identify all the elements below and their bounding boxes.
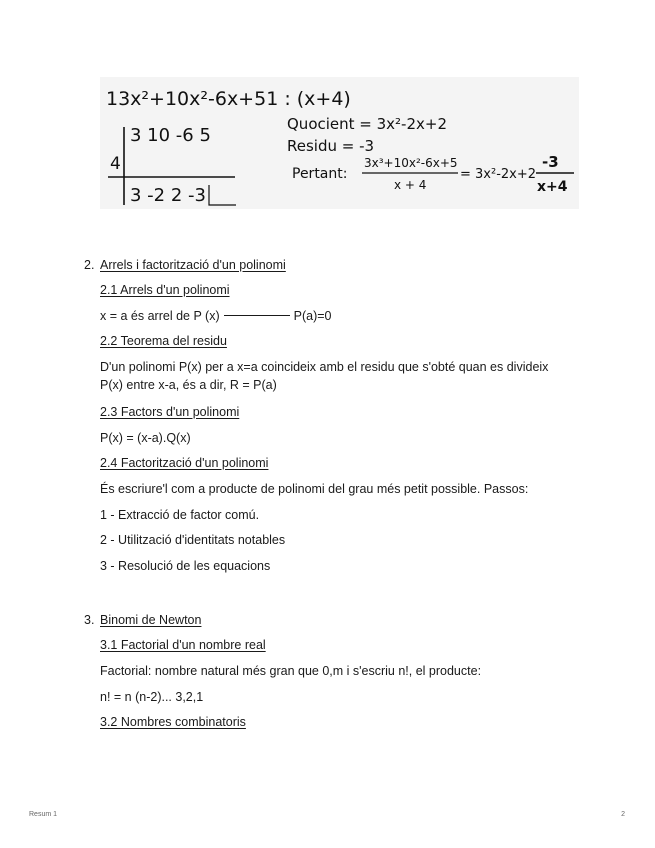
step-1: 1 - Extracció de factor comú. <box>100 508 260 522</box>
hw-residue-box <box>209 185 236 205</box>
subsection-2-4-title: 2.4 Factorització d'un polinomi <box>100 456 269 470</box>
section-2-title: Arrels i factorització d'un polinomi <box>100 258 286 272</box>
ruffini-sketch <box>100 77 579 209</box>
hw-ruffini-bottom: 3 -2 2 -3 <box>130 185 206 206</box>
equivalence-line <box>224 315 290 316</box>
subsection-2-1-title: 2.1 Arrels d'un polinomi <box>100 283 230 297</box>
subsection-3-2-title: 3.2 Nombres combinatoris <box>100 715 246 729</box>
hw-ruffini-left: 4 <box>110 154 121 174</box>
subsection-2-3-title: 2.3 Factors d'un polinomi <box>100 405 240 419</box>
subsection-2-2-title: 2.2 Teorema del residu <box>100 334 227 348</box>
arrel-right: P(a)=0 <box>293 309 332 323</box>
hw-rest-num: -3 <box>542 153 559 171</box>
hw-fraction-num: 3x³+10x²-6x+5 <box>364 156 458 170</box>
section-3-number: 3. <box>84 613 95 627</box>
arrel-left: x = a és arrel de P (x) <box>100 309 220 323</box>
hw-residu: Residu = -3 <box>287 137 375 155</box>
section-2-number: 2. <box>84 258 95 272</box>
factors-formula: P(x) = (x-a).Q(x) <box>100 431 191 445</box>
step-2: 2 - Utilització d'identitats notables <box>100 533 286 547</box>
handwritten-ruffini-image <box>100 77 579 209</box>
footer-document-name: Resum 1 <box>29 811 58 818</box>
footer-page-number: 2 <box>621 811 625 818</box>
hw-ruffini-top: 3 10 -6 5 <box>130 125 211 146</box>
hw-fraction-den: x + 4 <box>394 178 427 192</box>
teorema-line-2: P(x) entre x-a, és a dir, R = P(a) <box>100 378 277 392</box>
subsection-3-1-title: 3.1 Factorial d'un nombre real <box>100 638 266 652</box>
hw-pertant-label: Pertant: <box>292 166 348 182</box>
factorial-description: Factorial: nombre natural més gran que 0,m i s'escriu n!, el producte: <box>100 664 482 678</box>
arrel-definition <box>100 307 332 325</box>
step-3: 3 - Resolució de les equacions <box>100 559 271 573</box>
teorema-line-1: D'un polinomi P(x) per a x=a coincideix amb el residu que s'obté quan es divideix <box>100 360 549 374</box>
teorema-residu-text <box>100 358 580 394</box>
hw-dividend: 13x²+10x²-6x+51 : (x+4) <box>106 88 351 110</box>
section-3-title: Binomi de Newton <box>100 613 202 627</box>
factoritzacio-description: És escriure'l com a producte de polinomi del grau més petit possible. Passos: <box>100 482 529 496</box>
hw-equals: = 3x²-2x+2 <box>460 167 537 182</box>
hw-rest-den: x+4 <box>537 179 568 195</box>
hw-quocient: Quocient = 3x²-2x+2 <box>287 115 448 133</box>
factorial-formula: n! = n (n-2)... 3,2,1 <box>100 690 204 704</box>
